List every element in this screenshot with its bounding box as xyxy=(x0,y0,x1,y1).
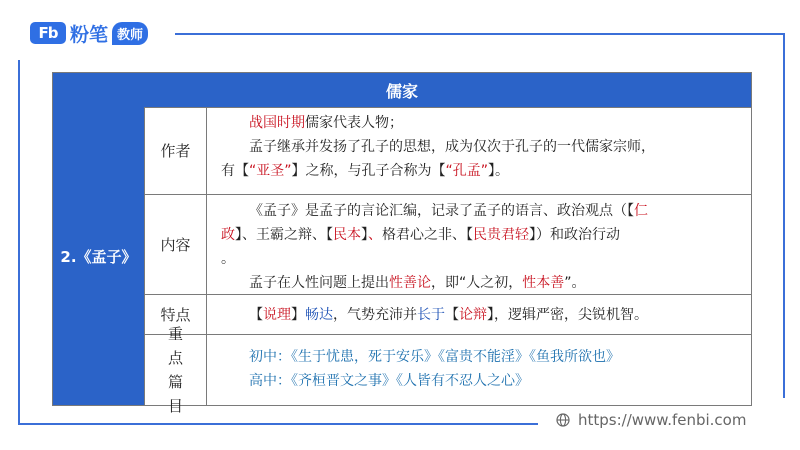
text-author-3e: 】。 xyxy=(488,163,510,179)
text-content-3: 。 xyxy=(221,251,235,267)
brand-logo xyxy=(30,20,148,46)
text-feature-e: ，气势充沛并 xyxy=(333,307,417,323)
text-feature-i: 】，逻辑严密，尖锐机智。 xyxy=(487,307,648,323)
text-content-2b: 】、王霸之辩、【 xyxy=(235,227,333,243)
text-xingshanlun: 性善论 xyxy=(389,275,431,291)
text-era: 战国时期 xyxy=(249,115,305,131)
footer-url-text[interactable]: https://www.fenbi.com xyxy=(578,411,747,429)
frame-line-left xyxy=(18,60,20,425)
globe-icon xyxy=(556,413,570,427)
text-ren: 仁 xyxy=(634,203,648,219)
content-table xyxy=(52,72,752,415)
brand-badge: 教师 xyxy=(112,22,148,45)
text-changyu: 长于 xyxy=(417,307,445,323)
text-zheng: 政 xyxy=(221,227,235,243)
text-minben: 民本 xyxy=(333,227,361,243)
row-label-mengzi: 2.《孟子》 xyxy=(53,107,145,405)
content-key-works xyxy=(207,335,751,405)
label-key-works: 重点篇目 xyxy=(145,335,207,405)
text-content-2e: 、 xyxy=(368,227,382,243)
text-content-2d: 】 xyxy=(361,227,368,243)
text-yasheng: “亚圣” xyxy=(249,163,292,179)
text-content-4e: ”。 xyxy=(564,275,586,291)
brand-mark: Fb xyxy=(30,22,66,44)
footer-url[interactable] xyxy=(556,411,746,429)
content-content xyxy=(207,195,751,295)
text-feature-c: 】 xyxy=(291,307,305,323)
brand-name: 粉笔 xyxy=(70,23,109,46)
frame-line-top xyxy=(175,33,785,35)
text-content-4c: ，即“人之初， xyxy=(431,275,523,291)
text-key-senior: 高中：《齐桓晋文之事》《人皆有不忍人之心》 xyxy=(249,373,529,389)
text-feature-a: 【 xyxy=(249,307,263,323)
text-author-3a: 有【 xyxy=(221,163,249,179)
label-feature: 特点 xyxy=(145,295,207,335)
label-content: 内容 xyxy=(145,195,207,295)
frame-line-bottom xyxy=(18,423,538,425)
text-feature-g: 【 xyxy=(445,307,459,323)
text-xingbenshan: 性本善 xyxy=(522,275,565,291)
text-changda: 畅达 xyxy=(305,307,333,323)
content-author xyxy=(207,107,751,195)
content-feature xyxy=(207,295,751,335)
table-header: 儒家 xyxy=(53,73,751,108)
text-content-2h: 】）和政治行动 xyxy=(529,227,620,243)
text-author-3c: 】之称，与孔子合称为【 xyxy=(291,163,446,179)
text-key-junior: 初中：《生于忧患，死于安乐》《富贵不能淫》《鱼我所欲也》 xyxy=(249,349,620,365)
text-content-1a: 《孟子》是孟子的言论汇编，记录了孟子的语言、政治观点（【 xyxy=(249,203,634,219)
text-content-4a: 孟子在人性问题上提出 xyxy=(249,275,389,291)
label-author: 作者 xyxy=(145,107,207,195)
text-content-2f: 格君心之非、【 xyxy=(382,227,473,243)
text-minguijunqing: 民贵君轻 xyxy=(473,227,529,243)
text-kongmeng: “孔孟” xyxy=(445,163,489,179)
text-lunbian: 论辩 xyxy=(459,307,487,323)
text-shuoli: 说理 xyxy=(263,307,291,323)
text-author-2: 孟子继承并发扬了孔子的思想，成为仅次于孔子的一代儒家宗师， xyxy=(249,139,655,155)
frame-line-right xyxy=(783,33,785,398)
text-author-1: 儒家代表人物； xyxy=(305,115,403,131)
